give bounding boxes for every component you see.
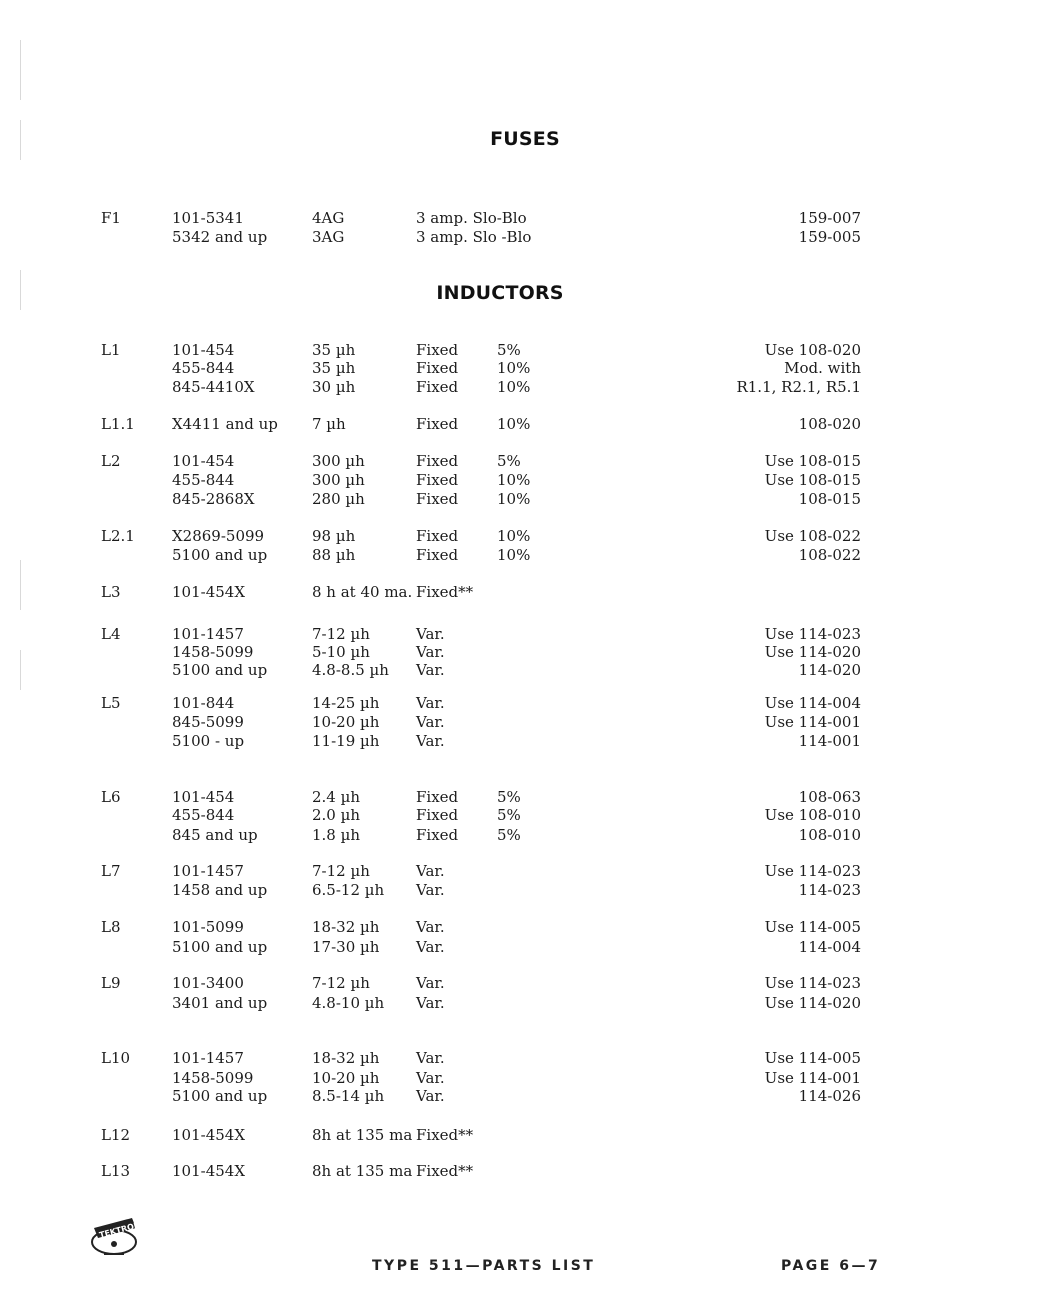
value-cell: 4AG	[312, 209, 345, 227]
type-cell: Fixed	[416, 452, 459, 470]
tolerance-cell: 10%	[497, 378, 531, 396]
value-cell: 7-12 µh	[312, 625, 370, 643]
serial-cell: 1458 and up	[172, 881, 268, 899]
ref-cell: L3	[101, 583, 121, 601]
type-cell: Fixed	[416, 378, 459, 396]
part-number-cell: Use 114-001	[764, 713, 861, 731]
part-number-cell: Use 114-005	[764, 918, 861, 936]
serial-cell: 5100 and up	[172, 661, 268, 679]
serial-cell: 5100 and up	[172, 546, 268, 564]
type-cell: Fixed	[416, 527, 459, 545]
svg-text:TEKTRONIX: TEKTRONIX	[98, 1217, 151, 1240]
value-cell: 2.0 µh	[312, 806, 361, 824]
tolerance-cell: 5%	[497, 788, 521, 806]
serial-cell: 101-5341	[172, 209, 244, 227]
table-row	[0, 526, 950, 546]
serial-cell: 101-1457	[172, 862, 244, 880]
value-cell: 5-10 µh	[312, 643, 370, 661]
table-row	[0, 1068, 950, 1088]
tolerance-cell: 10%	[497, 359, 531, 377]
part-number-cell: Use 108-020	[764, 341, 861, 359]
type-cell: Var.	[416, 694, 445, 712]
value-cell: 14-25 µh	[312, 694, 380, 712]
tolerance-cell: 5%	[497, 452, 521, 470]
serial-cell: 101-3400	[172, 974, 244, 992]
table-row	[0, 825, 950, 845]
part-number-cell: Use 114-023	[764, 862, 861, 880]
type-cell: Var.	[416, 974, 445, 992]
ref-cell: L10	[101, 1049, 131, 1067]
table-row	[0, 451, 950, 471]
serial-cell: 845-5099	[172, 713, 244, 731]
serial-cell: 101-454X	[172, 1126, 246, 1144]
serial-cell: 101-844	[172, 694, 235, 712]
value-cell: 280 µh	[312, 490, 365, 508]
ref-cell: L9	[101, 974, 121, 992]
part-number-cell: 114-023	[798, 881, 861, 899]
inductors-heading: INDUCTORS	[436, 282, 564, 304]
table-row	[0, 1125, 950, 1145]
type-cell: Var.	[416, 1049, 445, 1067]
part-number-cell: Use 114-005	[764, 1049, 861, 1067]
type-cell: Fixed	[416, 806, 459, 824]
value-cell: 6.5-12 µh	[312, 881, 385, 899]
ref-cell: L13	[101, 1162, 131, 1180]
part-number-cell: Use 114-001	[764, 1069, 861, 1087]
table-row	[0, 227, 950, 247]
value-cell: 7 µh	[312, 415, 346, 433]
part-number-cell: 108-022	[798, 546, 861, 564]
type-cell: Var.	[416, 881, 445, 899]
serial-cell: 1458-5099	[172, 1069, 254, 1087]
table-row	[0, 805, 950, 825]
part-number-cell: Use 108-015	[764, 471, 861, 489]
table-row	[0, 414, 950, 434]
serial-cell: 101-454X	[172, 583, 246, 601]
value-cell: 30 µh	[312, 378, 356, 396]
value-cell: 2.4 µh	[312, 788, 361, 806]
tolerance-cell: 10%	[497, 527, 531, 545]
table-row	[0, 973, 950, 993]
value-cell: 11-19 µh	[312, 732, 380, 750]
part-number-cell: 114-026	[798, 1087, 861, 1105]
serial-cell: X4411 and up	[172, 415, 278, 433]
ref-cell: L7	[101, 862, 121, 880]
type-cell: Fixed	[416, 341, 459, 359]
serial-cell: 5100 - up	[172, 732, 245, 750]
part-number-cell: Use 114-023	[764, 625, 861, 643]
table-row	[0, 340, 950, 360]
part-number-cell: Use 114-004	[764, 694, 861, 712]
type-cell: Var.	[416, 625, 445, 643]
footer-page-number: PAGE 6—7	[781, 1258, 881, 1274]
part-number-cell: Use 114-020	[764, 643, 861, 661]
type-cell: Fixed	[416, 415, 459, 433]
table-row	[0, 917, 950, 937]
value-cell: 8h at 135 ma	[312, 1126, 413, 1144]
type-cell: Var.	[416, 938, 445, 956]
type-cell: 3 amp. Slo-Blo	[416, 209, 527, 227]
value-cell: 300 µh	[312, 452, 365, 470]
part-number-cell: 108-010	[798, 826, 861, 844]
footer-title: TYPE 511—PARTS LIST	[372, 1258, 596, 1274]
serial-cell: 845 and up	[172, 826, 258, 844]
serial-cell: 3401 and up	[172, 994, 268, 1012]
type-cell: Var.	[416, 1069, 445, 1087]
type-cell: Var.	[416, 918, 445, 936]
fuses-heading: FUSES	[490, 128, 560, 150]
part-number-cell: Use 114-023	[764, 974, 861, 992]
table-row	[0, 993, 950, 1013]
type-cell: Var.	[416, 1087, 445, 1105]
type-cell: Fixed	[416, 826, 459, 844]
table-row	[0, 787, 950, 807]
tolerance-cell: 10%	[497, 415, 531, 433]
value-cell: 7-12 µh	[312, 974, 370, 992]
table-row	[0, 470, 950, 490]
value-cell: 3AG	[312, 228, 345, 246]
part-number-cell: R1.1, R2.1, R5.1	[736, 378, 861, 396]
part-number-cell: Use 108-015	[764, 452, 861, 470]
value-cell: 8.5-14 µh	[312, 1087, 385, 1105]
table-row	[0, 489, 950, 509]
part-number-cell: Use 114-020	[764, 994, 861, 1012]
table-row	[0, 937, 950, 957]
serial-cell: 455-844	[172, 359, 235, 377]
value-cell: 88 µh	[312, 546, 356, 564]
value-cell: 4.8-8.5 µh	[312, 661, 389, 679]
serial-cell: 5100 and up	[172, 1087, 268, 1105]
type-cell: Var.	[416, 661, 445, 679]
serial-cell: 101-454	[172, 341, 235, 359]
ref-cell: L6	[101, 788, 121, 806]
table-row	[0, 712, 950, 732]
table-row	[0, 208, 950, 228]
value-cell: 10-20 µh	[312, 1069, 380, 1087]
serial-cell: 101-454X	[172, 1162, 246, 1180]
type-cell: Fixed**	[416, 1126, 474, 1144]
type-cell: Fixed**	[416, 583, 474, 601]
tolerance-cell: 10%	[497, 546, 531, 564]
serial-cell: 845-2868X	[172, 490, 255, 508]
value-cell: 7-12 µh	[312, 862, 370, 880]
part-number-cell: Mod. with	[784, 359, 861, 377]
serial-cell: 101-1457	[172, 625, 244, 643]
ref-cell: L8	[101, 918, 121, 936]
type-cell: Var.	[416, 994, 445, 1012]
type-cell: Fixed	[416, 788, 459, 806]
value-cell: 300 µh	[312, 471, 365, 489]
value-cell: 98 µh	[312, 527, 356, 545]
ref-cell: L1	[101, 341, 121, 359]
value-cell: 10-20 µh	[312, 713, 380, 731]
tolerance-cell: 5%	[497, 826, 521, 844]
type-cell: Fixed**	[416, 1162, 474, 1180]
value-cell: 18-32 µh	[312, 1049, 380, 1067]
value-cell: 18-32 µh	[312, 918, 380, 936]
table-row	[0, 660, 950, 680]
value-cell: 1.8 µh	[312, 826, 361, 844]
value-cell: 35 µh	[312, 341, 356, 359]
part-number-cell: 108-063	[798, 788, 861, 806]
ref-cell: L2.1	[101, 527, 135, 545]
type-cell: Fixed	[416, 471, 459, 489]
table-row	[0, 582, 950, 602]
part-number-cell: 108-015	[798, 490, 861, 508]
table-row	[0, 624, 950, 644]
part-number-cell: 114-020	[798, 661, 861, 679]
table-row	[0, 861, 950, 881]
table-row	[0, 377, 950, 397]
table-row	[0, 1086, 950, 1106]
table-row	[0, 358, 950, 378]
type-cell: Var.	[416, 713, 445, 731]
value-cell: 8h at 135 ma	[312, 1162, 413, 1180]
part-number-cell: 159-007	[798, 209, 861, 227]
tolerance-cell: 10%	[497, 490, 531, 508]
serial-cell: 101-1457	[172, 1049, 244, 1067]
table-row	[0, 880, 950, 900]
serial-cell: X2869-5099	[172, 527, 265, 545]
ref-cell: L12	[101, 1126, 131, 1144]
serial-cell: 1458-5099	[172, 643, 254, 661]
type-cell: 3 amp. Slo -Blo	[416, 228, 532, 246]
part-number-cell: Use 108-022	[764, 527, 861, 545]
serial-cell: 101-454	[172, 452, 235, 470]
tektronix-logo	[84, 1210, 151, 1260]
type-cell: Var.	[416, 732, 445, 750]
ref-cell: L4	[101, 625, 121, 643]
serial-cell: 5100 and up	[172, 938, 268, 956]
table-row	[0, 1048, 950, 1068]
part-number-cell: 159-005	[798, 228, 861, 246]
value-cell: 17-30 µh	[312, 938, 380, 956]
table-row	[0, 642, 950, 662]
margin-mark	[20, 40, 21, 100]
type-cell: Var.	[416, 643, 445, 661]
ref-cell: L2	[101, 452, 121, 470]
serial-cell: 845-4410X	[172, 378, 255, 396]
table-row	[0, 545, 950, 565]
serial-cell: 455-844	[172, 471, 235, 489]
ref-cell: F1	[101, 209, 121, 227]
tolerance-cell: 5%	[497, 806, 521, 824]
ref-cell: L1.1	[101, 415, 135, 433]
part-number-cell: 114-001	[798, 732, 861, 750]
serial-cell: 101-5099	[172, 918, 244, 936]
value-cell: 8 h at 40 ma.	[312, 583, 413, 601]
serial-cell: 5342 and up	[172, 228, 268, 246]
tolerance-cell: 5%	[497, 341, 521, 359]
ref-cell: L5	[101, 694, 121, 712]
tolerance-cell: 10%	[497, 471, 531, 489]
type-cell: Var.	[416, 862, 445, 880]
serial-cell: 101-454	[172, 788, 235, 806]
part-number-cell: 114-004	[798, 938, 861, 956]
table-row	[0, 693, 950, 713]
value-cell: 4.8-10 µh	[312, 994, 385, 1012]
table-row	[0, 731, 950, 751]
type-cell: Fixed	[416, 490, 459, 508]
value-cell: 35 µh	[312, 359, 356, 377]
table-row	[0, 1161, 950, 1181]
type-cell: Fixed	[416, 546, 459, 564]
part-number-cell: Use 108-010	[764, 806, 861, 824]
part-number-cell: 108-020	[798, 415, 861, 433]
type-cell: Fixed	[416, 359, 459, 377]
serial-cell: 455-844	[172, 806, 235, 824]
